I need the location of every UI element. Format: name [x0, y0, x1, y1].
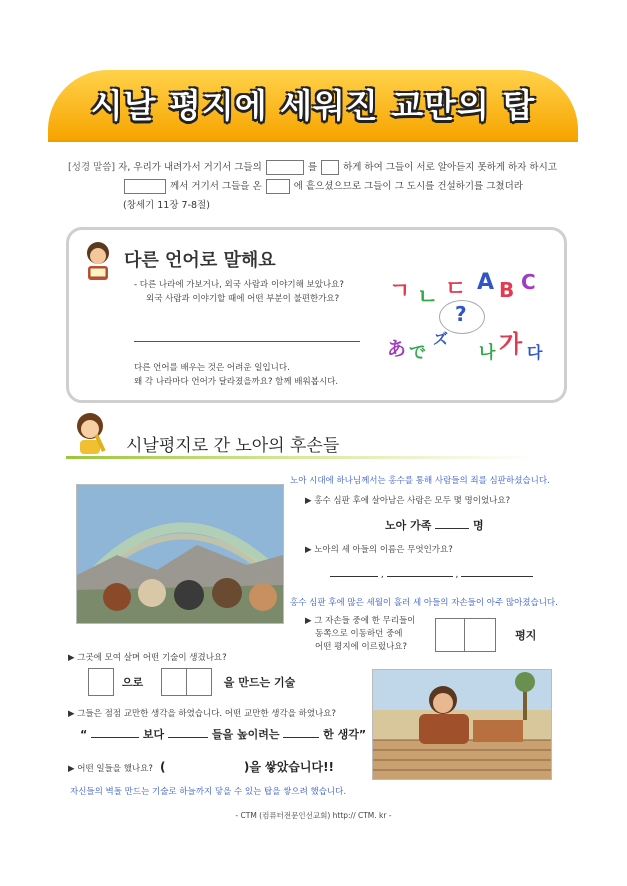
glyph-a: A: [477, 270, 495, 295]
section1-note: [134, 361, 374, 389]
question-glyph: ?: [455, 302, 467, 326]
quote-open: “: [80, 728, 88, 741]
glyph-c: C: [521, 270, 536, 294]
blank-son-3[interactable]: [461, 576, 533, 577]
verse-text-1c: 하게 하여 그들이 서로 알아듣지 못하게 하자 하시고: [343, 162, 557, 173]
bible-verse: [68, 158, 578, 177]
blank-pride-1[interactable]: [91, 737, 139, 738]
deed-text: )을 쌓았습니다!!: [243, 760, 335, 774]
answer-deed: [160, 758, 334, 775]
question-survivors: ▶ 홍수 심판 후에 살아남은 사람은 모두 몇 명이었나요?: [305, 496, 511, 506]
glyph-da: 다: [527, 343, 543, 362]
page-title: 시날 평지에 세워진 교만의 탑: [90, 86, 536, 125]
verse-label: [성경 말씀]: [68, 162, 116, 173]
q3-line2: 동쪽으로 이동하던 중에: [315, 629, 403, 639]
section2-title: 시날평지로 간 노아의 후손들: [126, 436, 340, 456]
skill-text-2: 을 만드는 기술: [223, 676, 296, 689]
question-pride: ▶ 그들은 점점 교만한 생각을 하였습니다. 어떤 교만한 생각을 하였나요?: [68, 709, 336, 719]
verse-blank-3[interactable]: [124, 179, 166, 194]
reading-child-icon: [80, 240, 116, 282]
blank-plain-2[interactable]: [465, 618, 496, 652]
glyph-giyeok: ㄱ: [389, 279, 411, 304]
verse-blank-2[interactable]: [321, 160, 339, 175]
glyph-digeut: ㄷ: [445, 277, 467, 302]
verse-text-1a: 자, 우리가 내려가서 거기서 그들의: [118, 162, 262, 173]
text-descendants: 홍수 심판 후에 많은 세월이 흘러 세 아들의 자손들이 아주 많아졌습니다.: [290, 598, 558, 608]
glyph-b: B: [499, 278, 515, 302]
verse-text-2a: 께서 거기서 그들을 온: [170, 181, 262, 192]
note-2: 왜 각 나라마다 언어가 달라졌을까요? 함께 배워봅시다.: [134, 377, 339, 387]
note-1: 다른 언어를 배우는 것은 어려운 일입니다.: [134, 363, 290, 373]
blank-son-2[interactable]: [387, 576, 453, 577]
q3-line3: 어떤 평지에 이르렀나요?: [315, 642, 408, 652]
text-tower: 자신들의 벽돌 만드는 기술로 하늘까지 닿을 수 있는 탑을 쌓으려 했습니다.: [70, 787, 347, 797]
answer-sons: [330, 570, 533, 580]
section1-q1: [134, 278, 384, 292]
verse-text-1b: 를: [307, 162, 317, 173]
glyph-na: 나: [479, 343, 496, 363]
blank-skill-3[interactable]: [187, 668, 212, 696]
rainbow-family-image: [76, 484, 284, 624]
verse-blank-4[interactable]: [266, 179, 290, 194]
glyph-ga: 가: [499, 330, 523, 358]
glyph-a-hiragana: あ: [387, 338, 407, 360]
comma-1: ,: [380, 570, 384, 580]
verse-blank-1[interactable]: [266, 160, 304, 175]
answer-noah-family: 노아 가족: [385, 519, 432, 532]
pride-text-1: 보다: [142, 728, 165, 741]
question-deed: ▶ 어떤 일들을 했나요?: [68, 764, 153, 774]
answer-survivors: [385, 517, 484, 533]
footer-credit: - CTM (컴퓨터전문인선교회) http:// CTM. kr -: [235, 811, 392, 820]
blank-plain-1[interactable]: [435, 618, 465, 652]
question-sons: ▶ 노아의 세 아들의 이름은 무엇인가요?: [305, 545, 453, 555]
section1-questions: [134, 278, 384, 306]
blank-skill-2[interactable]: [161, 668, 187, 696]
answer-plain: [435, 618, 536, 652]
section2-underline: [66, 456, 536, 459]
verse-text-2b: 에 흩으셨으므로 그들이 그 도시를 건설하기를 그쳤더라: [293, 181, 523, 192]
answer-line[interactable]: [134, 341, 360, 342]
answer-pride: [80, 726, 366, 742]
pride-text-2: 들을 높이려는: [211, 728, 280, 741]
glyph-zu: ズ: [433, 330, 449, 348]
q3-line1: ▶ 그 자손들 중에 한 무리들이: [305, 616, 416, 626]
verse-reference: (창세기 11장 7-8절): [123, 200, 210, 211]
answer-skill: [88, 668, 295, 696]
question-skill: ▶ 그곳에 모여 살며 어떤 기술이 생겼나요?: [68, 653, 227, 663]
paren-open: (: [160, 760, 166, 774]
language-glyphs: [385, 262, 555, 372]
glyph-de: で: [409, 343, 426, 363]
section1-q2: 외국 사람과 이야기할 때에 어떤 부분이 불편한가요?: [146, 294, 340, 304]
comma-2: ,: [455, 570, 459, 580]
brick-builder-image: [372, 669, 552, 780]
text-flood: 노아 시대에 하나님께서는 홍수를 통해 사람들의 죄를 심판하셨습니다.: [290, 476, 550, 486]
section1-heading: 다른 언어로 말해요: [124, 250, 276, 271]
girl-pencil-icon: [72, 410, 112, 456]
answer-unit: 명: [473, 519, 484, 532]
title-underline: [48, 140, 578, 142]
skill-text-1: 으로: [121, 676, 144, 689]
bullet: -: [134, 280, 138, 290]
blank-count[interactable]: [435, 528, 469, 529]
question-plain: [305, 615, 415, 654]
blank-son-1[interactable]: [330, 576, 378, 577]
answer-plain-label: 평지: [515, 629, 537, 642]
blank-pride-3[interactable]: [283, 737, 319, 738]
pride-text-3: 한 생각”: [323, 728, 367, 741]
blank-pride-2[interactable]: [168, 737, 208, 738]
glyph-nieun: ㄴ: [417, 285, 439, 310]
blank-skill-1[interactable]: [88, 668, 114, 696]
q1-text: 다른 나라에 가보거나, 외국 사람과 이야기해 보았나요?: [139, 280, 344, 290]
bible-verse-line2: [123, 177, 583, 196]
